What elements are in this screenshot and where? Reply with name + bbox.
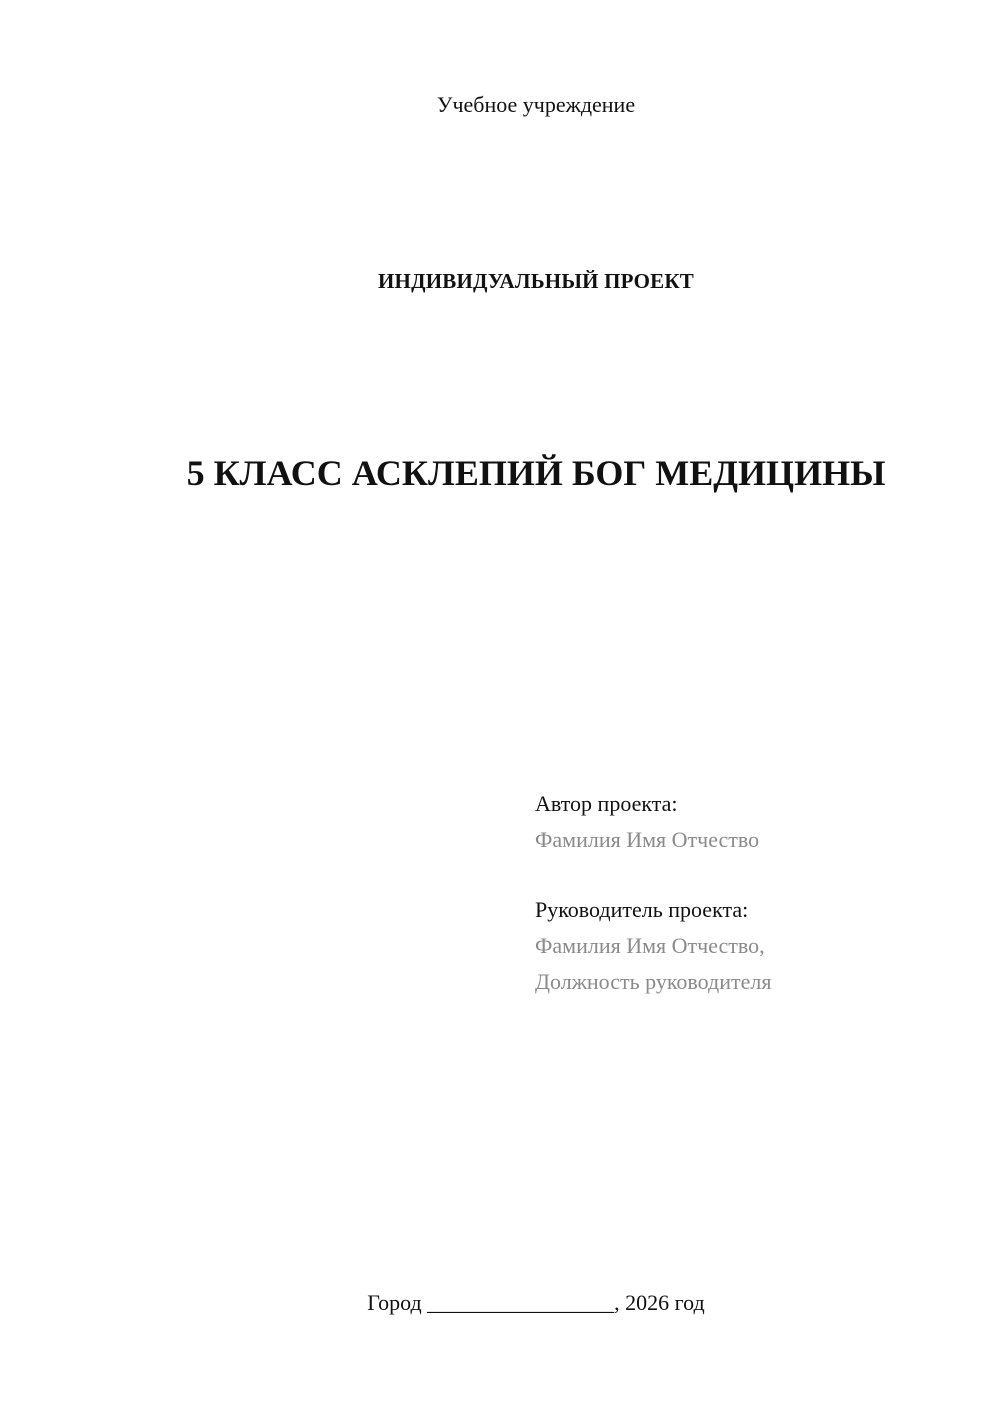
city-year-footer: Город _________________, 2026 год xyxy=(367,1290,705,1315)
document-type-heading: ИНДИВИДУАЛЬНЫЙ ПРОЕКТ xyxy=(378,269,694,293)
supervisor-position-placeholder: Должность руководителя xyxy=(535,969,772,994)
supervisor-name-placeholder: Фамилия Имя Отчество, xyxy=(535,933,765,958)
author-label: Автор проекта: xyxy=(535,791,678,816)
project-title: 5 КЛАСС АСКЛЕПИЙ БОГ МЕДИЦИНЫ xyxy=(186,453,886,493)
supervisor-label: Руководитель проекта: xyxy=(535,897,749,922)
authors-block xyxy=(535,786,975,1000)
author-name-placeholder: Фамилия Имя Отчество xyxy=(535,827,760,852)
spacer xyxy=(535,858,975,892)
institution-name: Учебное учреждение xyxy=(436,92,636,117)
